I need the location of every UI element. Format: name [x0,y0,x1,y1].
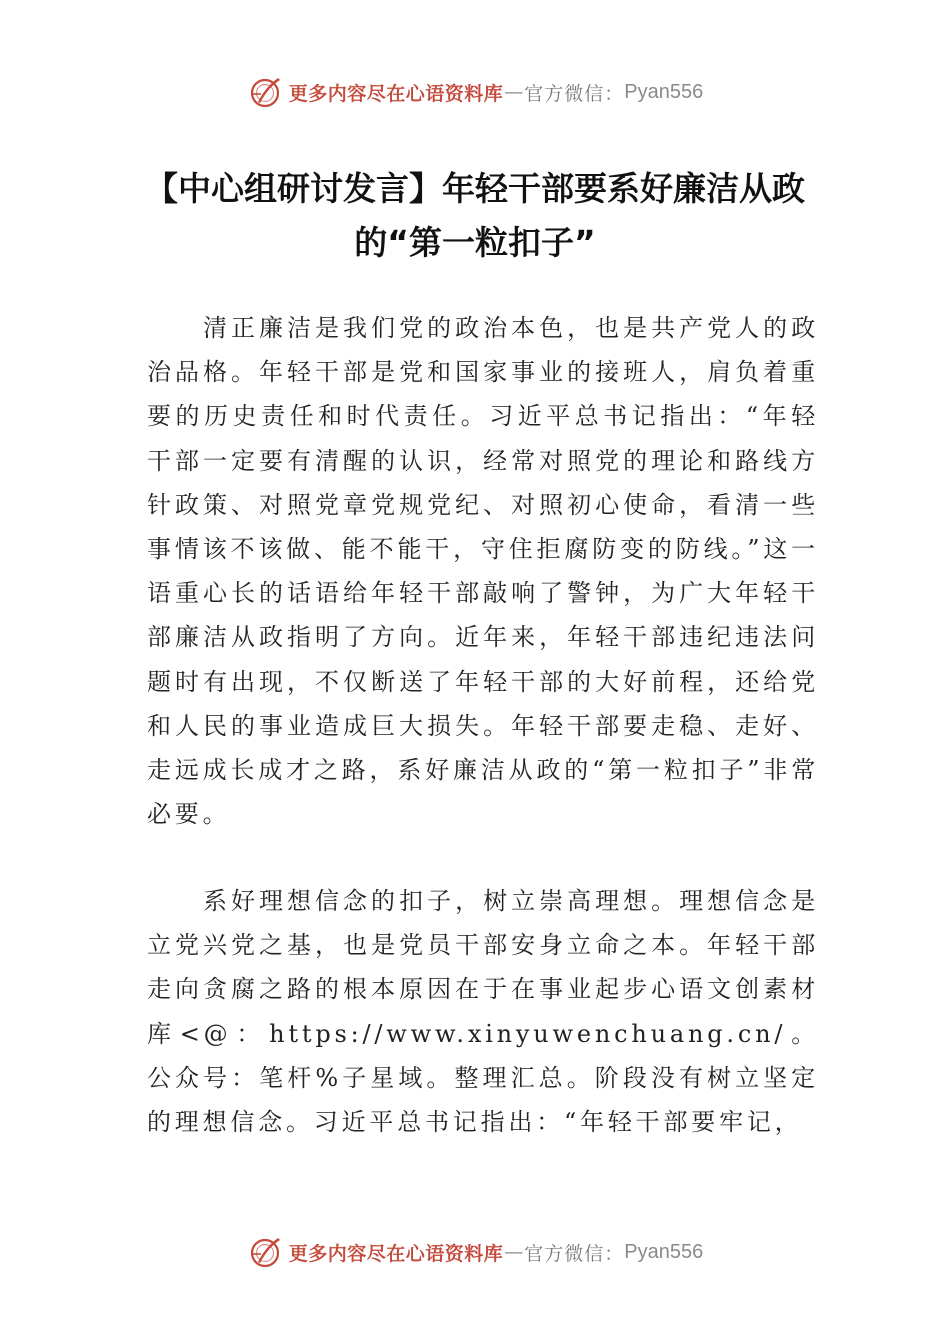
banner-wechat-label: 官方微信： [524,1242,625,1265]
banner-main-text: 更多内容尽在心语资料库 [288,1242,504,1265]
quill-seal-icon [247,74,283,110]
body-paragraph-2: 系好理想信念的扣子，树立崇高理想。理想信念是立党兴党之基，也是党员干部安身立命之本。年轻干部走向贪腐之路的根本原因在于在事业起步心语文创素材库<@：https://www.xinyuwenchuang.cn/。公众号：笔杆%子星域。整理汇总。阶段没有树立坚定的理想信念。习近平总书记指出：“年轻干部要牢记， [147,887,819,1137]
header-banner [0,72,950,112]
body-paragraph-1: 清正廉洁是我们党的政治本色，也是共产党人的政治品格。年轻干部是党和国家事业的接班人，肩负着重要的历史责任和时代责任。习近平总书记指出：“年轻干部一定要有清醒的认识，经常对照党的理论和路线方针政策、对照党章党规党纪、对照初心使命，看清一些事情该不该做、能不能干，守住拒腐防变的防线。”这一语重心长的话语给年轻干部敲响了警钟，为广大年轻干部廉洁从政指明了方向。近年来，年轻干部违纪违法问题时有出现，不仅断送了年轻干部的大好前程，还给党和人民的事业造成巨大损失。年轻干部要走稳、走好、走远成长成才之路，系好廉洁从政的“第一粒扣子”非常必要。 [147,314,819,829]
banner-wechat-label: 官方微信： [524,82,625,105]
footer-banner [0,1232,950,1272]
banner-separator: — [504,81,524,103]
banner-main-text: 更多内容尽在心语资料库 [288,82,504,105]
quill-seal-icon [247,1234,283,1270]
header-banner-content[interactable] [247,74,704,110]
document-title: 【中心组研讨发言】年轻干部要系好廉洁从政的“第一粒扣子” [145,169,805,262]
banner-wechat-id: Pyan556 [624,1240,704,1263]
banner-separator: — [504,1241,524,1263]
banner-wechat-id: Pyan556 [624,80,704,103]
footer-banner-content[interactable] [247,1234,704,1270]
